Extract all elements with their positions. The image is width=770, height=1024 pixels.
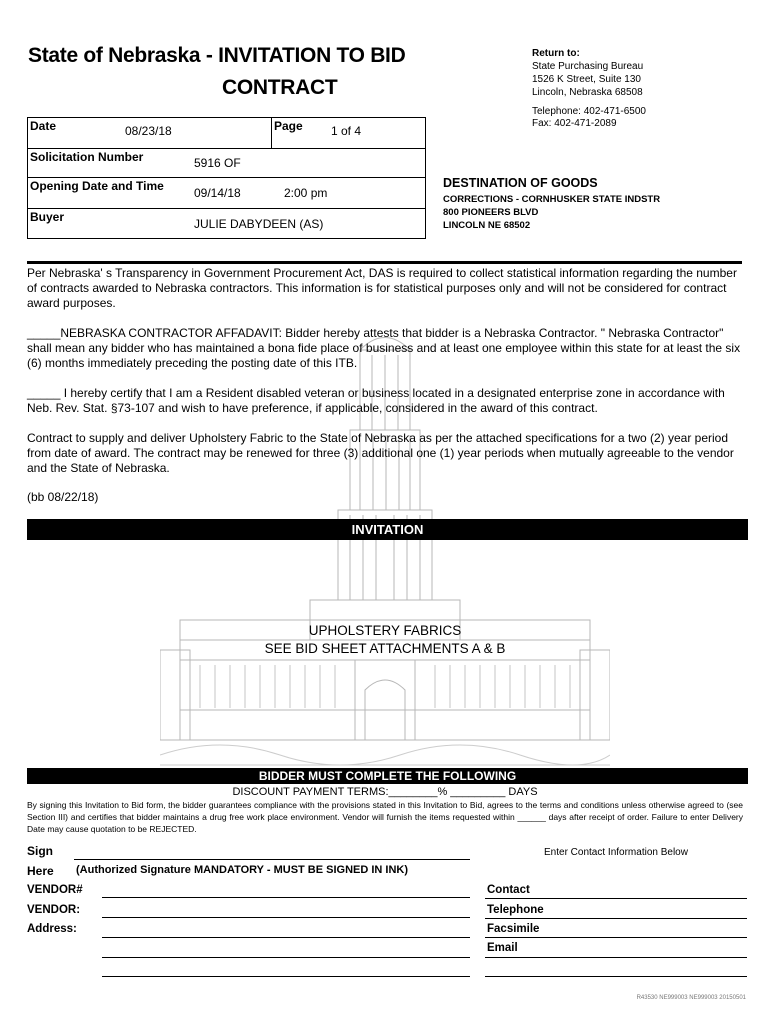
signature-note: (Authorized Signature MANDATORY - MUST BE SIGNED IN INK)	[76, 864, 409, 876]
page-label: Page	[274, 119, 303, 133]
fax-text: Fax: 402-471-2089	[532, 118, 617, 129]
sign-label: Sign	[27, 844, 53, 858]
bidder-fine-print: By signing this Invitation to Bid form, the bidder guarantees compliance with the provisions stated in this Invitation to Bid, agrees to the terms and conditions unless otherwise agreed to (see Section III) and certifies that bidder maintains a drug free work place environment. Vendor will furnish the items requested within ______ days after receipt of order. Failure to enter Delivery Date may cause quotation to be REJECTED.	[27, 800, 743, 834]
destination-line3: LINCOLN NE 68502	[443, 220, 531, 231]
address-field-line1[interactable]	[102, 937, 470, 938]
return-to-label: Return to:	[532, 48, 580, 59]
invitation-bar: INVITATION	[27, 519, 748, 540]
address-field-line2[interactable]	[102, 957, 470, 958]
date-cell	[28, 118, 272, 149]
facsimile-field[interactable]	[485, 937, 747, 938]
page-value: 1 of 4	[331, 124, 362, 138]
contractor-affidavit-paragraph: _____NEBRASKA CONTRACTOR AFFADAVIT: Bidder hereby attests that bidder is a Nebraska Contractor. " Nebraska Contractor" shall mean any bidder who has maintained a bona fide place of business and at least one employee within this state for at least the six (6) months immediately preceding the posting date of this ITB.	[27, 326, 741, 370]
solicitation-value: 5916 OF	[194, 156, 241, 170]
solicitation-info-table	[27, 117, 426, 239]
opening-date: 09/14/18	[194, 186, 241, 200]
return-to-line1: State Purchasing Bureau	[532, 61, 644, 72]
date-label: Date	[30, 119, 57, 133]
vendor-number-label: VENDOR#	[27, 884, 83, 896]
vendor-number-field[interactable]	[102, 897, 470, 898]
contact-info-note: Enter Contact Information Below	[544, 847, 688, 858]
date-value: 08/23/18	[125, 124, 172, 138]
address-label: Address:	[27, 923, 77, 935]
solicitation-cell	[28, 149, 426, 178]
buyer-cell	[28, 209, 426, 239]
revision-note: (bb 08/22/18)	[27, 490, 99, 504]
signature-line[interactable]	[74, 859, 470, 860]
bidder-must-complete-bar: BIDDER MUST COMPLETE THE FOLLOWING	[27, 768, 748, 784]
invitation-attachments: SEE BID SHEET ATTACHMENTS A & B	[264, 641, 506, 656]
form-code: R43530 NE999003 NE999003 20150501	[636, 995, 746, 1001]
email-field-extra[interactable]	[485, 976, 747, 977]
contract-description-paragraph: Contract to supply and deliver Upholstery Fabric to the State of Nebraska as per the attached specifications for a two (2) year period from date of award. The contract may be renewed for three (3) additional one (1) year periods when mutually agreeable to the vendor and the State of Nebraska.	[27, 431, 734, 475]
discount-payment-terms: DISCOUNT PAYMENT TERMS:________% _________ DAYS	[232, 786, 538, 798]
vendor-label: VENDOR:	[27, 904, 81, 916]
section-divider	[27, 261, 742, 264]
invitation-item: UPHOLSTERY FABRICS	[308, 623, 462, 638]
return-to-line3: Lincoln, Nebraska 68508	[532, 87, 643, 98]
document-title: State of Nebraska - INVITATION TO BID	[28, 44, 406, 67]
transparency-paragraph: Per Nebraska' s Transparency in Government Procurement Act, DAS is required to collect statistical information regarding the number of contracts awarded to Nebraska contractors. This information is for statistical purposes only and will not be considered for contract award purposes.	[27, 266, 737, 310]
destination-line2: 800 PIONEERS BLVD	[443, 207, 539, 218]
opening-cell	[28, 178, 426, 209]
contact-phone-block	[532, 106, 646, 130]
here-label: Here	[27, 864, 54, 878]
buyer-value: JULIE DABYDEEN (AS)	[194, 217, 324, 231]
destination-address	[443, 193, 660, 232]
facsimile-label: Facsimile	[487, 923, 540, 935]
page-cell	[272, 118, 426, 149]
return-to-line2: 1526 K Street, Suite 130	[532, 74, 641, 85]
contact-label: Contact	[487, 884, 530, 896]
destination-line1: CORRECTIONS - CORNHUSKER STATE INDSTR	[443, 194, 661, 205]
opening-time: 2:00 pm	[284, 186, 328, 200]
telephone-field[interactable]	[485, 918, 747, 919]
solicitation-label: Solicitation Number	[30, 150, 144, 164]
address-field-line3[interactable]	[102, 976, 470, 977]
contact-field[interactable]	[485, 898, 747, 899]
opening-label: Opening Date and Time	[30, 179, 164, 193]
return-to-block	[532, 47, 643, 99]
document-title-contract: CONTRACT	[222, 76, 338, 99]
email-label: Email	[487, 942, 518, 954]
veteran-certification-paragraph: _____ I hereby certify that I am a Resident disabled veteran or business located in a designated enterprise zone in accordance with Neb. Rev. Stat. §73-107 and wish to have preference, if applicable, considered in the award of this contract.	[27, 386, 725, 415]
buyer-label: Buyer	[30, 210, 65, 224]
telephone-text: Telephone: 402-471-6500	[532, 106, 646, 117]
destination-label: DESTINATION OF GOODS	[443, 176, 598, 190]
telephone-label: Telephone	[487, 904, 544, 916]
email-field[interactable]	[485, 957, 747, 958]
vendor-field[interactable]	[102, 917, 470, 918]
